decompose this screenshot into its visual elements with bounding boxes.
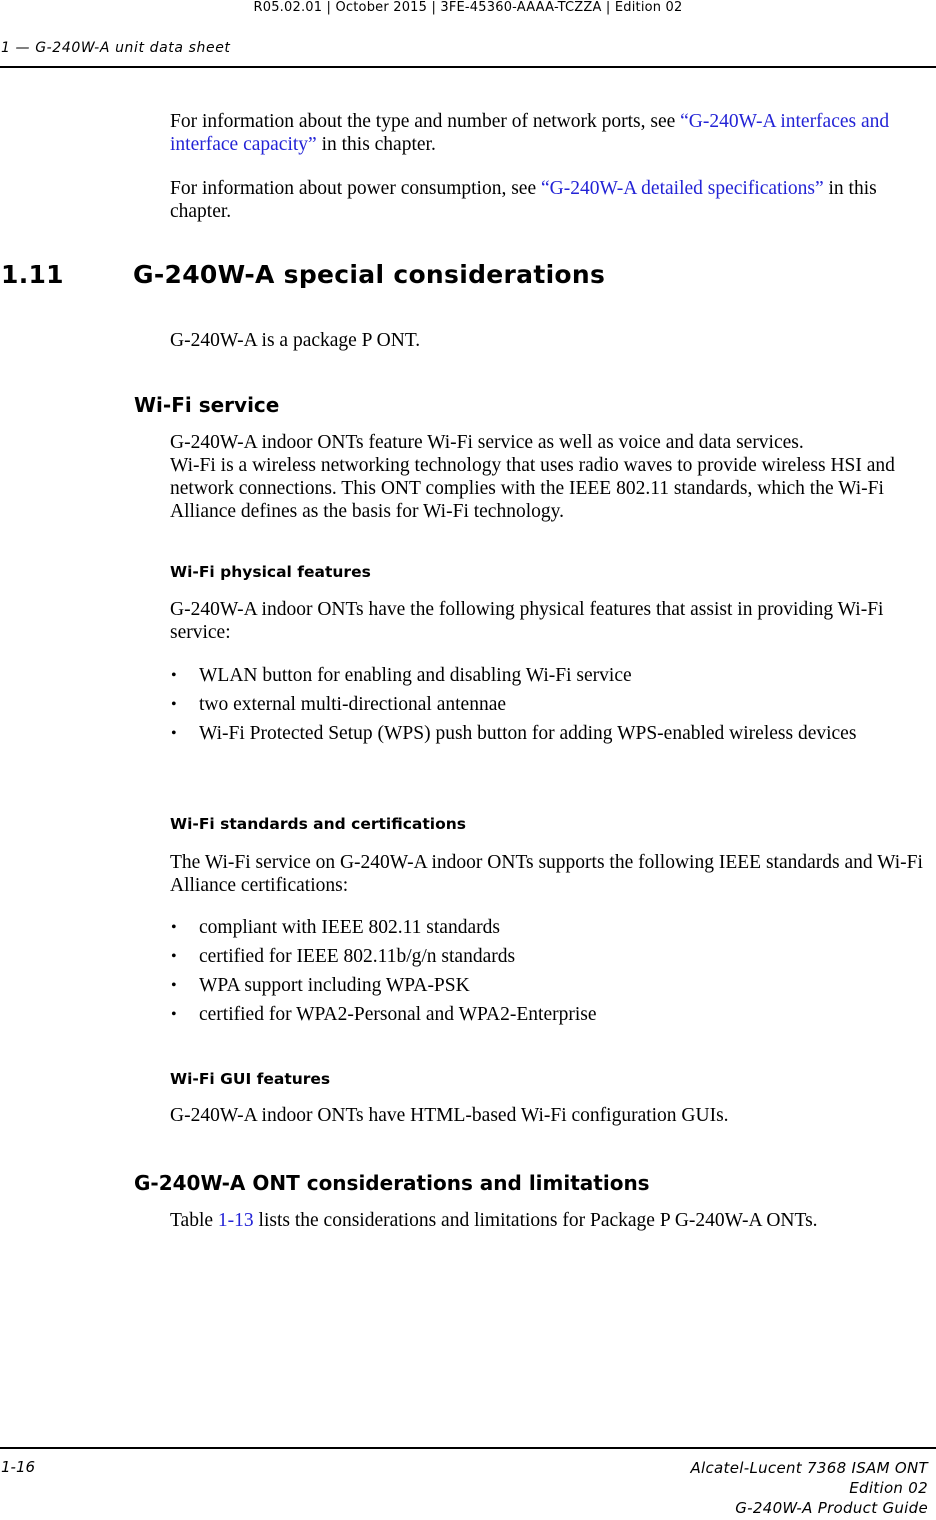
- standards-intro: The Wi-Fi service on G-240W-A indoor ONTs supports the following IEEE standards and Wi-Fi Alliance certifications:: [170, 852, 923, 896]
- list-item: • certified for IEEE 802.11b/g/n standards: [171, 946, 516, 967]
- gui-features-text: G-240W-A indoor ONTs have HTML-based Wi-Fi configuration GUIs.: [170, 1105, 729, 1126]
- list-item: • two external multi-directional antennae: [171, 694, 507, 715]
- wifi-service-paragraph-1: G-240W-A indoor ONTs feature Wi-Fi service as well as voice and data services.: [170, 432, 804, 453]
- bullet-icon: •: [171, 667, 177, 684]
- heading-gui-features: Wi-Fi GUI features: [170, 1070, 331, 1088]
- limitations-text: Table 1-13 lists the considerations and limitations for Package P G-240W-A ONTs.: [170, 1210, 818, 1231]
- section-lead: G-240W-A is a package P ONT.: [170, 330, 421, 351]
- section-heading: [1, 260, 605, 289]
- link-interfaces[interactable]: “G-240W-A interfaces and interface capacity”: [170, 111, 890, 155]
- heading-limitations: G-240W-A ONT considerations and limitations: [134, 1171, 650, 1195]
- heading-wifi-service: Wi-Fi service: [134, 393, 280, 417]
- page-number: 1-16: [1, 1458, 36, 1476]
- link-specifications[interactable]: “G-240W-A detailed specifications”: [540, 178, 824, 199]
- physical-features-intro: G-240W-A indoor ONTs have the following physical features that assist in providing Wi-Fi service:: [170, 599, 884, 643]
- bullet-icon: •: [171, 725, 177, 742]
- link-table-1-13[interactable]: 1-13: [217, 1210, 254, 1231]
- edition-line: R05.02.01 | October 2015 | 3FE-45360-AAAA-TCZZA | Edition 02: [253, 0, 683, 15]
- footer-product-info: [690, 1458, 928, 1518]
- section-title: G-240W-A special considerations: [133, 260, 606, 289]
- running-head: 1 — G-240W-A unit data sheet: [1, 40, 231, 56]
- bullet-icon: •: [171, 696, 177, 713]
- list-item: • Wi-Fi Protected Setup (WPS) push button for adding WPS-enabled wireless devices: [171, 723, 857, 744]
- header-rule: [0, 66, 936, 68]
- list-item: • certified for WPA2-Personal and WPA2-Enterprise: [171, 1004, 597, 1025]
- bullet-icon: •: [171, 1006, 177, 1023]
- bullet-icon: •: [171, 919, 177, 936]
- bullet-icon: •: [171, 977, 177, 994]
- standards-list: [170, 916, 936, 1032]
- intro-paragraph-power: For information about power consumption, see “G-240W-A detailed specifications” in this chapter.: [170, 178, 877, 222]
- heading-standards: Wi-Fi standards and certifications: [170, 815, 467, 833]
- intro-paragraph-ports: For information about the type and number of network ports, see “G-240W-A interfaces and interface capacity” in this chapter.: [170, 111, 890, 155]
- wifi-service-paragraph-2: Wi-Fi is a wireless networking technology that uses radio waves to provide wireless HSI and network connections. This ONT complies with the IEEE 802.11 standards, which the Wi-Fi Alliance defines as the basis for Wi-Fi technology.: [170, 455, 895, 522]
- section-number: 1.11: [1, 260, 64, 289]
- list-item: • WPA support including WPA-PSK: [171, 975, 470, 996]
- list-item: • WLAN button for enabling and disabling Wi-Fi service: [171, 665, 632, 686]
- footer-line-product: Alcatel-Lucent 7368 ISAM ONT: [690, 1459, 928, 1477]
- footer-rule: [0, 1447, 936, 1449]
- footer-line-edition: Edition 02: [849, 1479, 928, 1497]
- list-item: • compliant with IEEE 802.11 standards: [171, 917, 500, 938]
- bullet-icon: •: [171, 948, 177, 965]
- heading-physical-features: Wi-Fi physical features: [170, 563, 371, 581]
- footer-line-guide: G-240W-A Product Guide: [735, 1499, 928, 1517]
- physical-features-list: [170, 664, 936, 751]
